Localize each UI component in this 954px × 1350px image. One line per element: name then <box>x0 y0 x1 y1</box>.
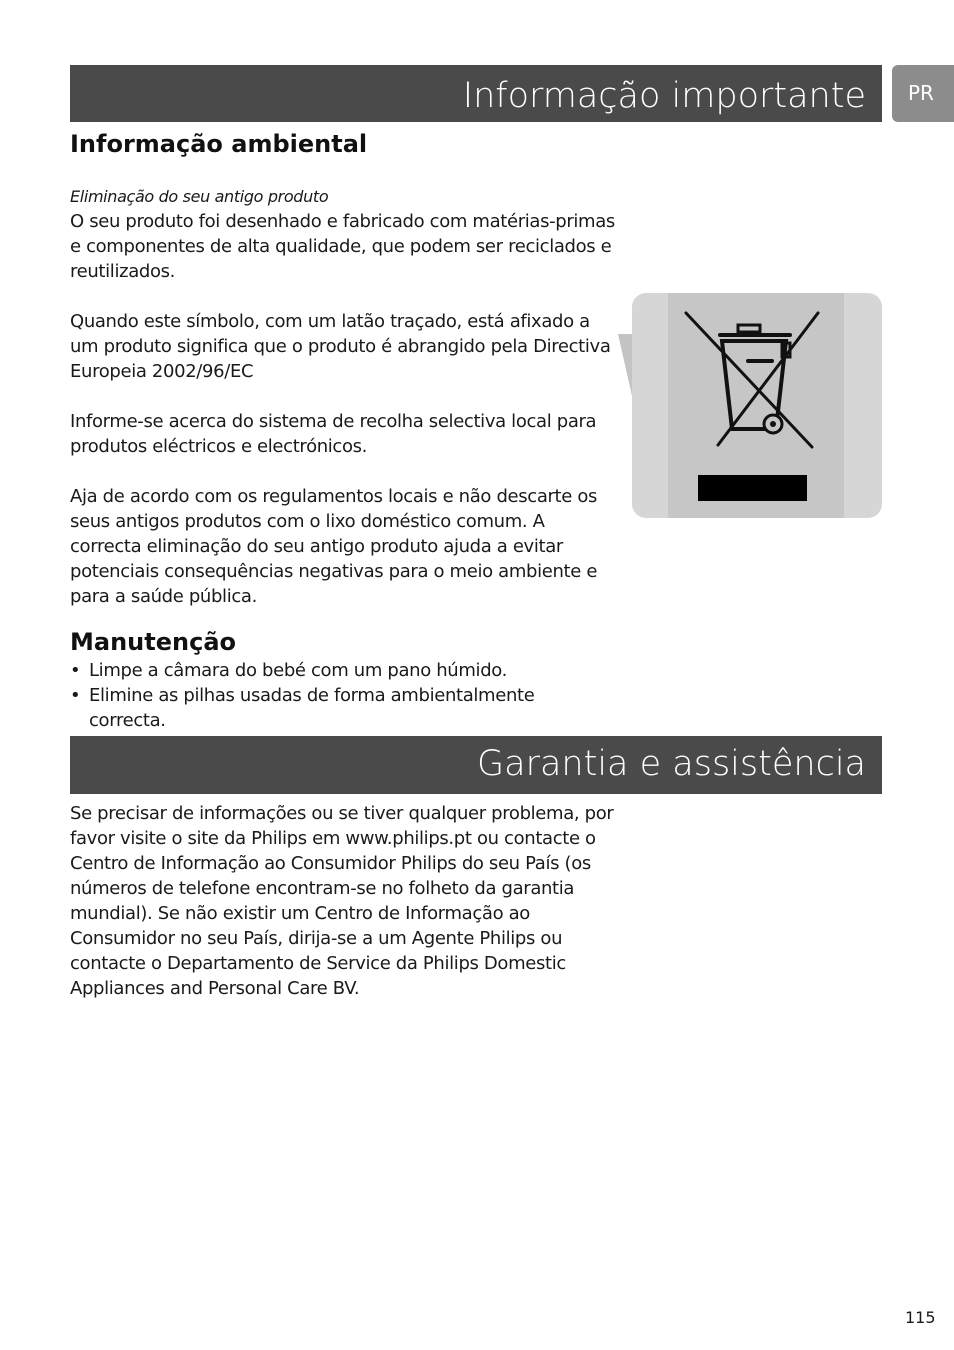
paragraph: Informe-se acerca do sistema de recolha selectiva local para produtos eléctricos e electrónicos. <box>70 411 597 457</box>
heading-maintenance: Manutenção <box>70 628 236 656</box>
section-title-important-information: Informação importante <box>70 65 882 122</box>
weee-symbol-panel <box>632 293 882 518</box>
language-tab: PR <box>892 65 954 122</box>
panel-shadow-wedge <box>614 330 634 400</box>
environmental-text <box>70 184 615 609</box>
maintenance-list <box>70 658 615 733</box>
paragraph: Aja de acordo com os regulamentos locais e não descarte os seus antigos produtos com o lixo doméstico comum. A correcta eliminação do seu antigo produto ajuda a evitar potenciais consequências negativas para o meio ambiente e para a saúde pública. <box>70 486 598 607</box>
warranty-text <box>70 801 615 1001</box>
section-title-warranty: Garantia e assistência <box>70 736 882 794</box>
paragraph: O seu produto foi desenhado e fabricado com matérias-primas e componentes de alta qualidade, que podem ser reciclados e reutilizados. <box>70 211 615 282</box>
crossed-out-wheelie-bin-icon <box>632 293 882 518</box>
paragraph: Se precisar de informações ou se tiver qualquer problema, por favor visite o site da Philips em www.philips.pt ou contacte o Centro de Informação ao Consumidor Philips do seu País (os números de telefone encontram-se no folheto da garantia mundial). Se não existir um Centro de Informação ao Consumidor no seu País, dirija-se a um Agente Philips ou contacte o Departamento de Service da Philips Domestic Appliances and Personal Care BV. <box>70 803 614 999</box>
subheading-disposal: Eliminação do seu antigo produto <box>70 187 329 206</box>
page-number: 115 <box>905 1308 936 1327</box>
list-item: • Limpe a câmara do bebé com um pano húmido. <box>70 658 615 683</box>
heading-environmental-information: Informação ambiental <box>70 130 368 158</box>
paragraph: Quando este símbolo, com um latão traçado, está afixado a um produto significa que o produto é abrangido pela Directiva Europeia 2002/96/EC <box>70 311 611 382</box>
list-item: • Elimine as pilhas usadas de forma ambientalmente correcta. <box>70 683 615 733</box>
